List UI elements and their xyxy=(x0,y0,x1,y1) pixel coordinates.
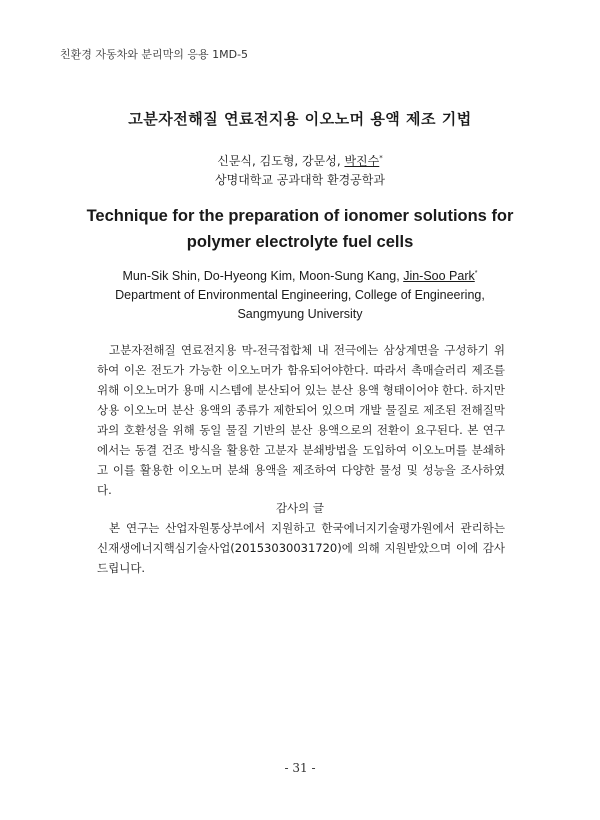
page-number: - 31 - xyxy=(284,761,316,775)
corresponding-author-english: Jin-Soo Park xyxy=(403,269,475,283)
author-names-korean xyxy=(0,152,600,171)
affiliation-korean: 상명대학교 공과대학 환경공학과 xyxy=(215,173,385,187)
corresponding-mark-korean: * xyxy=(379,154,383,162)
title-english-line-1: Technique for the preparation of ionomer solutions for xyxy=(86,207,514,225)
affiliation-english-line-2: Sangmyung University xyxy=(237,307,363,321)
acknowledgement-paragraph: 본 연구는 산업자원통상부에서 지원하고 한국에너지기술평가원에서 관리하는 신재생에너지핵심기술사업(20153030031720)에 의해 지원받았으며 이에 감사드립니다. xyxy=(97,521,505,575)
author-list-english: Mun-Sik Shin, Do-Hyeong Kim, Moon-Sung Kang, xyxy=(122,269,404,283)
paper-title-english xyxy=(0,203,600,255)
corresponding-mark-english: * xyxy=(474,269,478,277)
abstract-paragraph: 고분자전해질 연료전지용 막-전극접합체 내 전극에는 삼상계면을 구성하기 위하여 이온 전도가 가능한 이오노머가 함유되어야한다. 따라서 촉매슬러리 제조를 위해 이오노머가 용매 시스템에 분산되어 있는 분산 용액 형태이어야 한다. 하지만 상용 이오노머 분산 용액의 종류가 제한되어 있으며 개발 물질로 제조된 전해질막과의 호환성을 위해 동일 물질 기반의 분산 용액으로의 전환이 요구된다. 본 연구에서는 동결 건조 방식을 활용한 고분자 분쇄방법을 도입하여 이오노머를 분쇄하고 이를 활용한 이오노머 분쇄 용액을 제조하여 다양한 물성 및 성능을 조사하였다. xyxy=(97,343,505,497)
corresponding-author-korean: 박진수 xyxy=(344,154,380,168)
author-names-english xyxy=(0,267,600,286)
title-english-line-2: polymer electrolyte fuel cells xyxy=(186,233,414,251)
acknowledgement-heading: 감사의 글 xyxy=(275,501,325,515)
authors-english xyxy=(0,267,600,324)
author-list-korean: 신문식, 김도형, 강문성, xyxy=(217,154,345,168)
affiliation-english-line-1: Department of Environmental Engineering, College of Engineering, xyxy=(115,288,485,302)
paper-title-korean: 고분자전해질 연료전지용 이오노머 용액 제조 기법 xyxy=(128,110,472,128)
running-header: 친환경 자동차와 분리막의 응용 1MD-5 xyxy=(60,48,249,61)
authors-korean xyxy=(0,152,600,190)
